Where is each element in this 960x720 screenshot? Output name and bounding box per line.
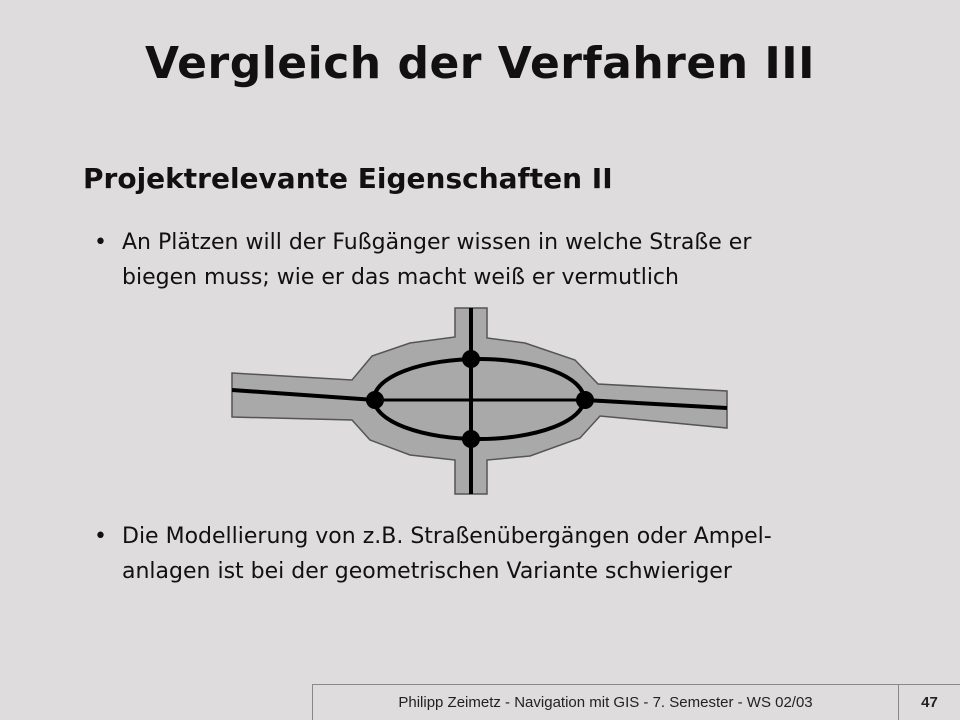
bullet-marker: • <box>94 524 107 549</box>
node-south <box>462 430 480 448</box>
bullet-line: anlagen ist bei der geometrischen Variante schwieriger <box>122 559 732 584</box>
bullet-marker: • <box>94 230 107 255</box>
page-number-box <box>898 684 960 720</box>
bullet-item-2 <box>94 519 914 589</box>
footer-info <box>312 684 898 720</box>
node-east <box>576 391 594 409</box>
bullet-line: Die Modellierung von z.B. Straßenübergängen oder Ampel- <box>122 524 772 549</box>
bullet-line: biegen muss; wie er das macht weiß er vermutlich <box>122 265 679 290</box>
bullet-line: An Plätzen will der Fußgänger wissen in welche Straße er <box>122 230 752 255</box>
slide-title: Vergleich der Verfahren III <box>145 38 815 89</box>
page-number: 47 <box>921 694 938 711</box>
node-north <box>462 350 480 368</box>
section-title: Projektrelevante Eigenschaften II <box>83 162 613 195</box>
footer-text: Philipp Zeimetz - Navigation mit GIS - 7. Semester - WS 02/03 <box>398 694 813 711</box>
node-west <box>366 391 384 409</box>
